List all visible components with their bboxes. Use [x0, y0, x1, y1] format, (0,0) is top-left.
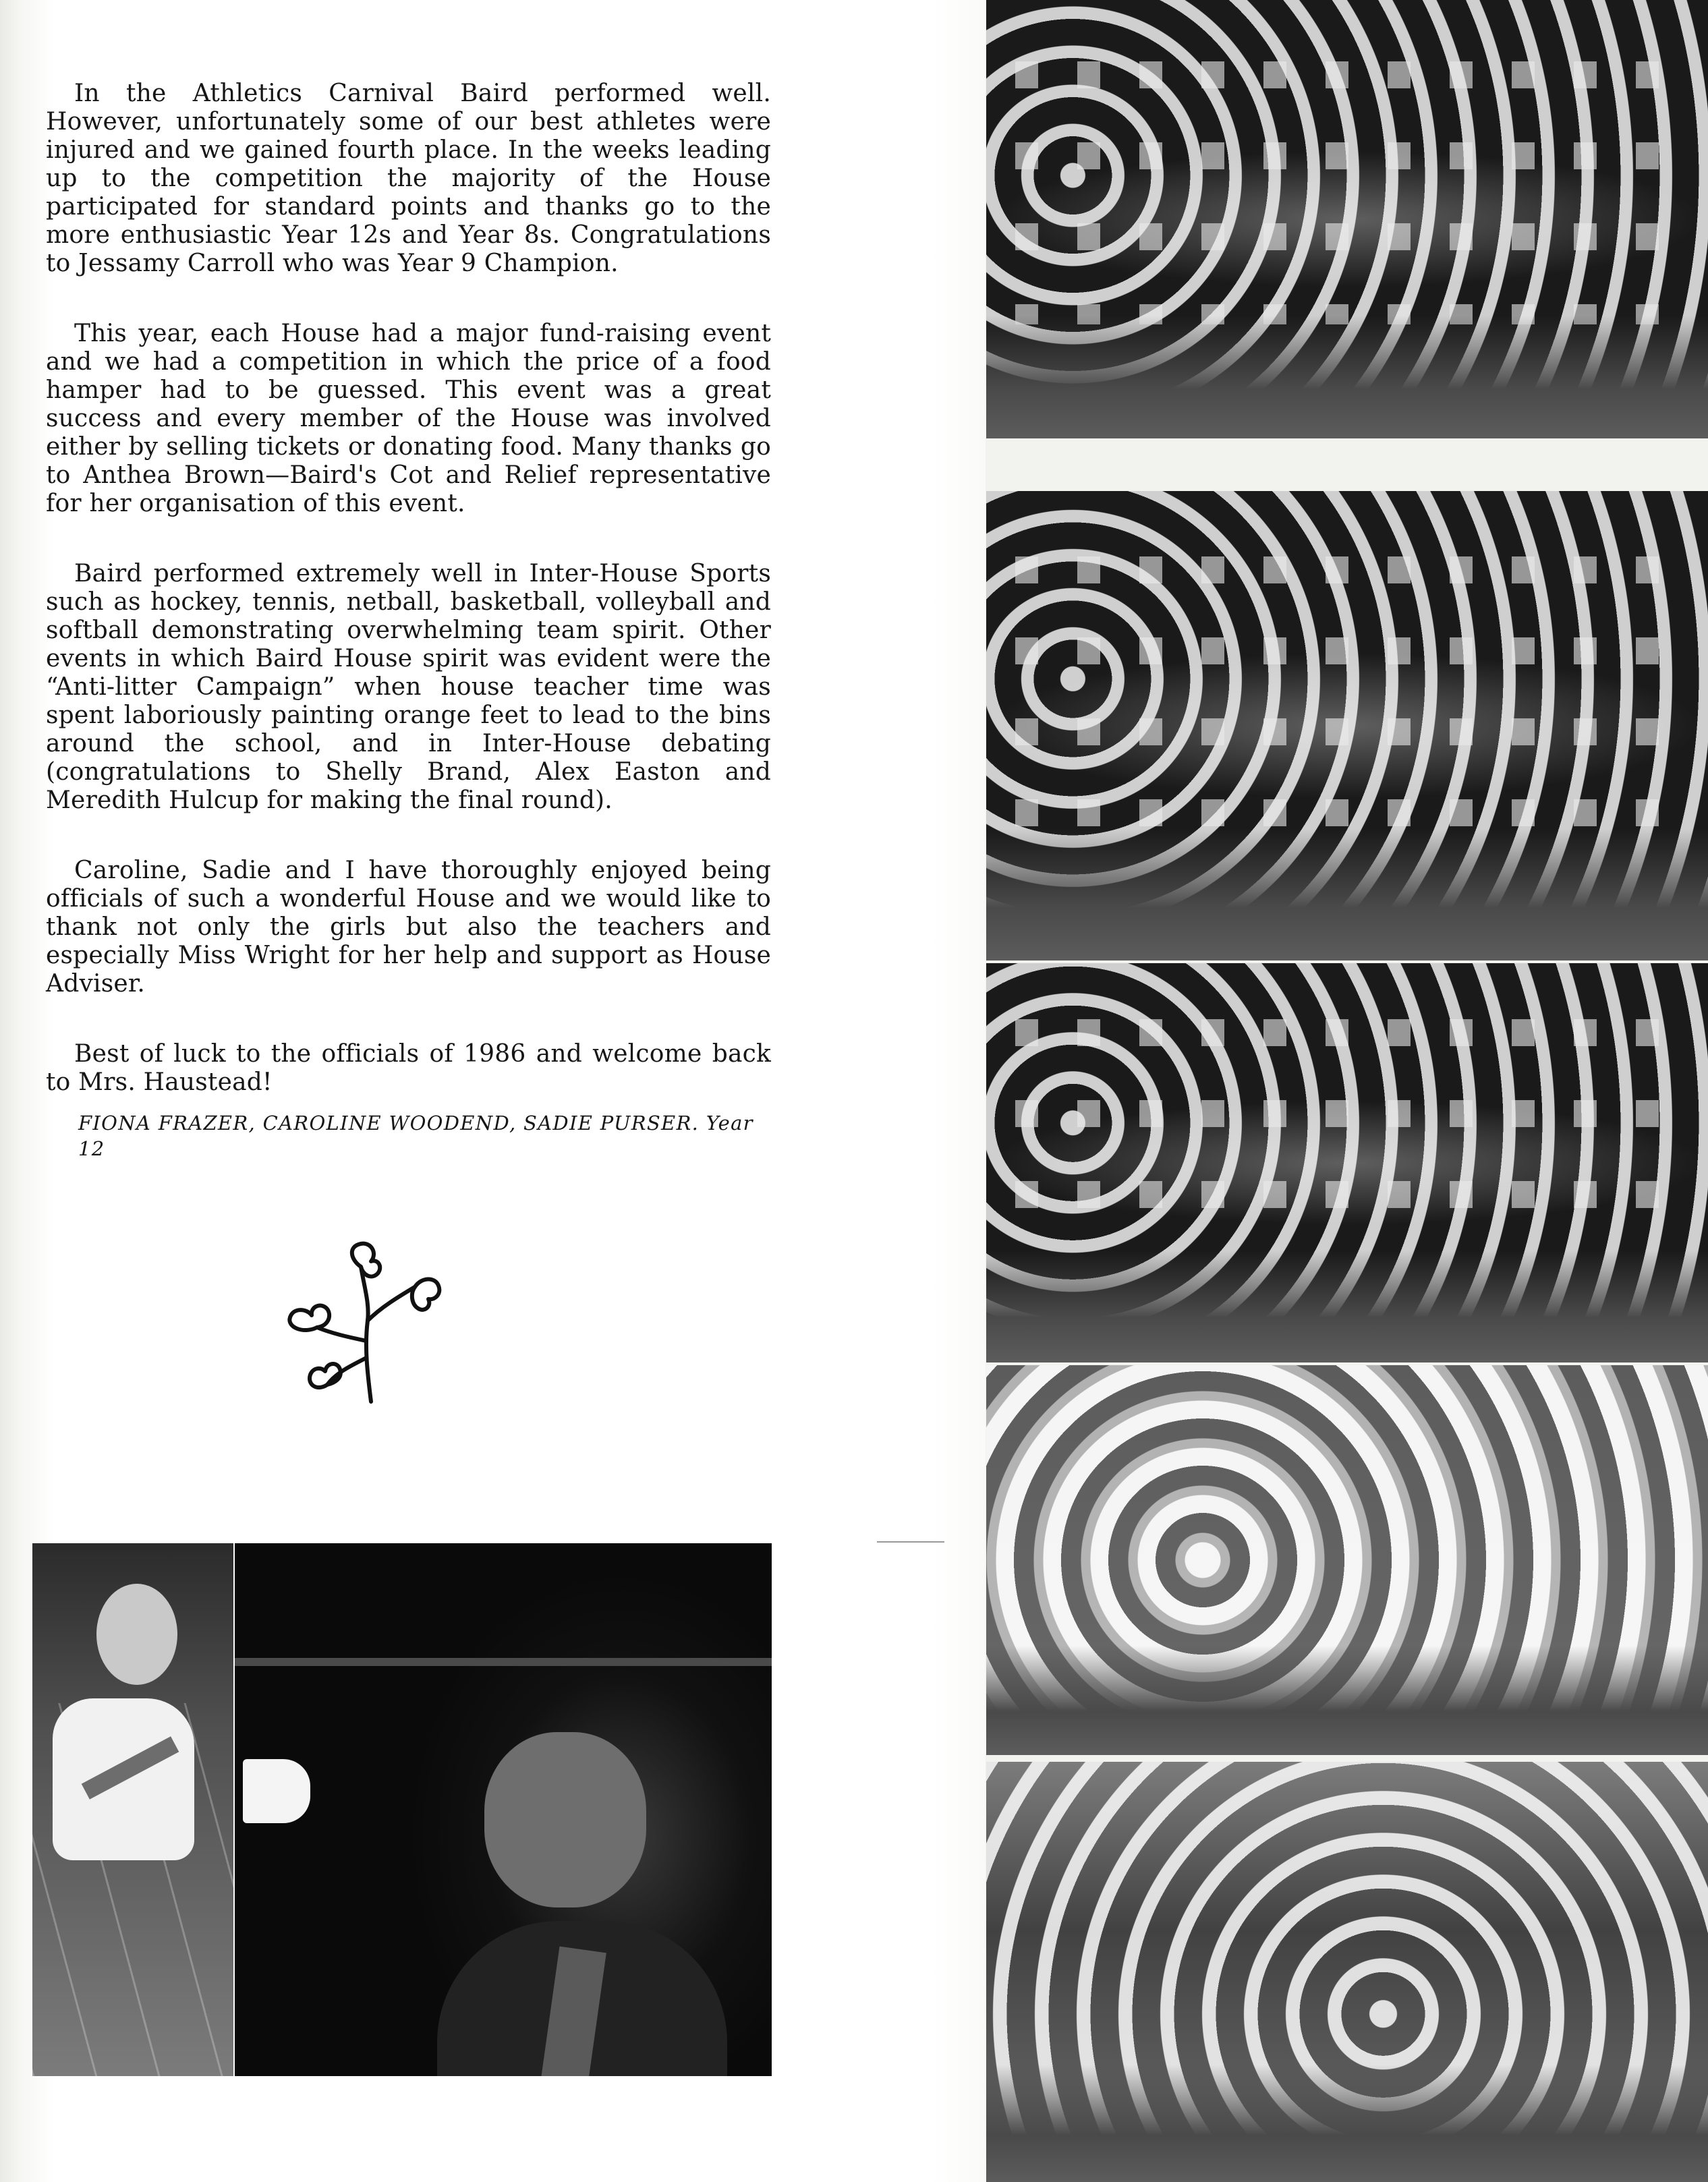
- group-photo-2-students: [1015, 556, 1686, 838]
- group-photo-3-students: [1015, 1019, 1686, 1259]
- lamp-light: [243, 1759, 310, 1823]
- group-photo-1-floor: [986, 316, 1708, 438]
- article-paragraph-1: In the Athletics Carnival Baird performed well. However, unfortunately some of our best athletes were injured and we gained fourth place. In the weeks leading up to the competition the majority of the House participated for standard points and thanks go to the more enthusiastic Year 12s and Year 8s. Congratulations to Jessamy Carroll who was Year 9 Champion.: [46, 80, 771, 277]
- article-paragraph-4: Caroline, Sadie and I have thoroughly enjoyed being officials of such a wonderful House and we would like to thank not only the girls but also the teachers and especially Miss Wright for her help and support as House Adviser.: [46, 857, 771, 998]
- group-photo-2-floor: [986, 829, 1708, 960]
- group-photo-5-floor: [986, 2065, 1708, 2182]
- student-in-cap-and-scarf-photo: [235, 1543, 772, 2076]
- runner-head: [96, 1584, 177, 1685]
- group-photo-5: [986, 1762, 1708, 2182]
- page-edge-mark: [877, 1541, 944, 1543]
- article-paragraph-5: Best of luck to the officials of 1986 and welcome back to Mrs. Haustead!: [46, 1040, 771, 1096]
- article-column: [46, 80, 771, 1161]
- flower-sprig-icon: [270, 1240, 459, 1408]
- article-signature: FIONA FRAZER, CAROLINE WOODEND, SADIE PURSER. Year 12: [78, 1112, 753, 1160]
- group-photo-1-students: [1015, 61, 1686, 324]
- group-photo-1: [986, 0, 1708, 438]
- group-photo-4: [986, 1365, 1708, 1755]
- group-photo-4-floor: [986, 1646, 1708, 1755]
- article-paragraph-2: This year, each House had a major fund-raising event and we had a competition in which the price of a food hamper had to be guessed. This event was a great success and every member of the House was involved either by selling tickets or donating food. Many thanks go to Anthea Brown—Baird's Cot and Relief representative for her organisation of this event.: [46, 320, 771, 517]
- group-photo-3-floor: [986, 1251, 1708, 1362]
- article-paragraph-3: Baird performed extremely well in Inter-House Sports such as hockey, tennis, netball, basketball, volleyball and softball demonstrating overwhelming team spirit. Other events in which Baird House spirit was evident were the “Anti-litter Campaign” when house teacher time was spent laboriously painting orange feet to lead to the bins around the school, and in Inter-House debating (congratulations to Shelly Brand, Alex Easton and Meredith Hulcup for making the final round).: [46, 560, 771, 814]
- student-head-with-cap: [484, 1732, 646, 1907]
- group-photo-3: [986, 963, 1708, 1362]
- group-photo-2: [986, 491, 1708, 960]
- background-rail: [235, 1658, 772, 1666]
- runner-on-track-photo: [32, 1543, 233, 2076]
